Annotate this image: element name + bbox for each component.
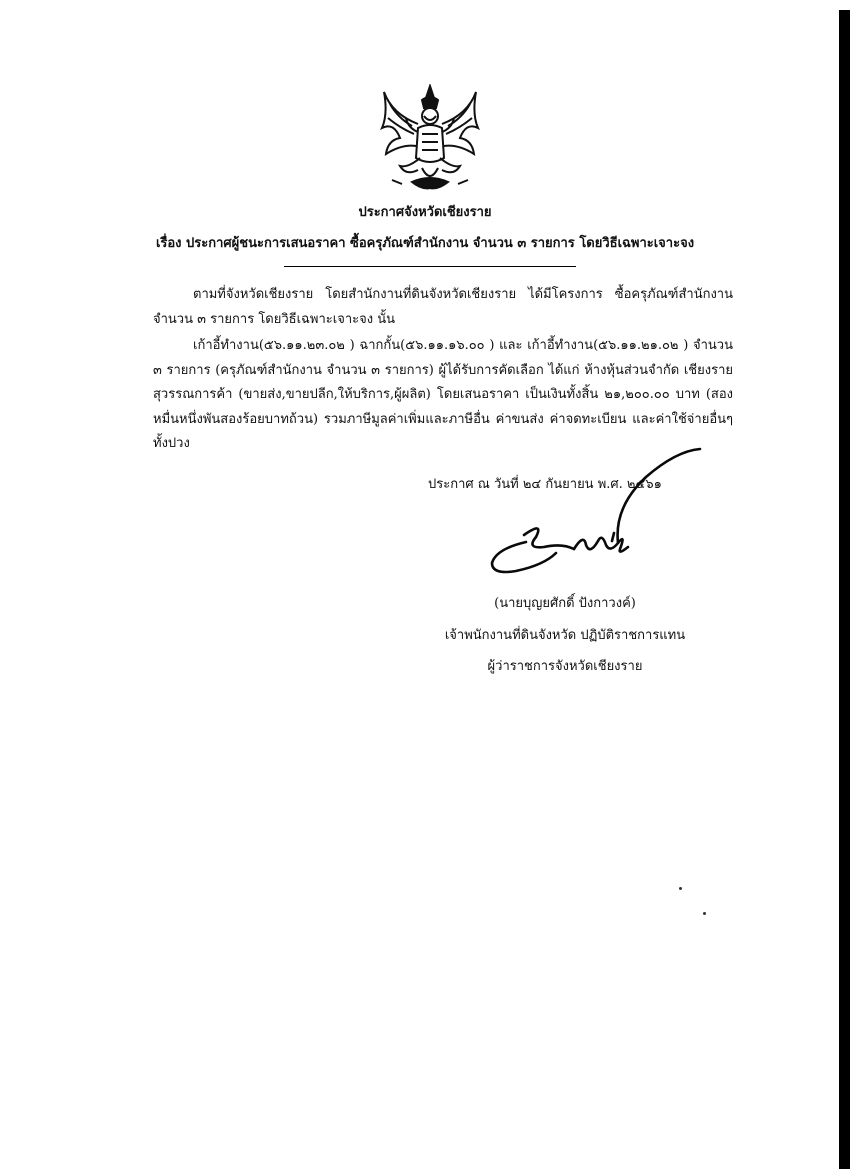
scan-speck [679,887,682,890]
body-paragraph-2: เก้าอี้ทำงาน(๕๖.๑๑.๒๓.๐๒ ) ฉากกั้น(๕๖.๑๑.๑๖.๐๐ ) และ เก้าอี้ทำงาน(๕๖.๑๑.๒๑.๐๒ ) จำนวน ๓ รายการ (ครุภัณฑ์สำนักงาน จำนวน ๓ รายการ) ผู้ได้รับการคัดเลือก ได้แก่ ห้างหุ้นส่วนจำกัด เชียงรายสุวรรณการค้า (ขายส่ง,ขายปลีก,ให้บริการ,ผู้ผลิต) โดยเสนอราคา เป็นเงินทั้งสิ้น ๒๑,๒๐๐.๐๐ บาท (สองหมื่นหนึ่งพันสองร้อยบาทถ้วน) รวมภาษีมูลค่าเพิ่มและภาษีอื่น ค่าขนส่ง ค่าจดทะเบียน และค่าใช้จ่ายอื่นๆ ทั้งปวง [153,338,733,451]
signatory-name: (นายบุญยศักดิ์ ปังกาวงค์) [494,596,636,611]
signatory-position-2: ผู้ว่าราชการจังหวัดเชียงราย [487,659,643,674]
scan-speck [703,912,706,915]
announcement-date: ประกาศ ณ วันที่ ๒๔ กันยายน พ.ศ. ๒๕๖๑ [428,477,662,492]
scan-edge-border [839,10,850,1169]
garuda-emblem-icon [378,84,482,196]
signatory-position: เจ้าพนักงานที่ดินจังหวัด ปฏิบัติราชการแทน [444,628,686,643]
handwritten-signature [486,437,716,582]
title-divider [284,266,576,267]
body-paragraph-1: ตามที่จังหวัดเชียงราย โดยสำนักงานที่ดินจังหวัดเชียงราย ได้มีโครงการ ซื้อครุภัณฑ์สำนักงาน จำนวน ๓ รายการ โดยวิธีเฉพาะเจาะจง นั้น [153,287,733,327]
announcement-title: ประกาศจังหวัดเชียงราย [358,205,492,220]
announcement-subject: เรื่อง ประกาศผู้ชนะการเสนอราคา ซื้อครุภัณฑ์สำนักงาน จำนวน ๓ รายการ โดยวิธีเฉพาะเจาะจง [155,236,695,251]
